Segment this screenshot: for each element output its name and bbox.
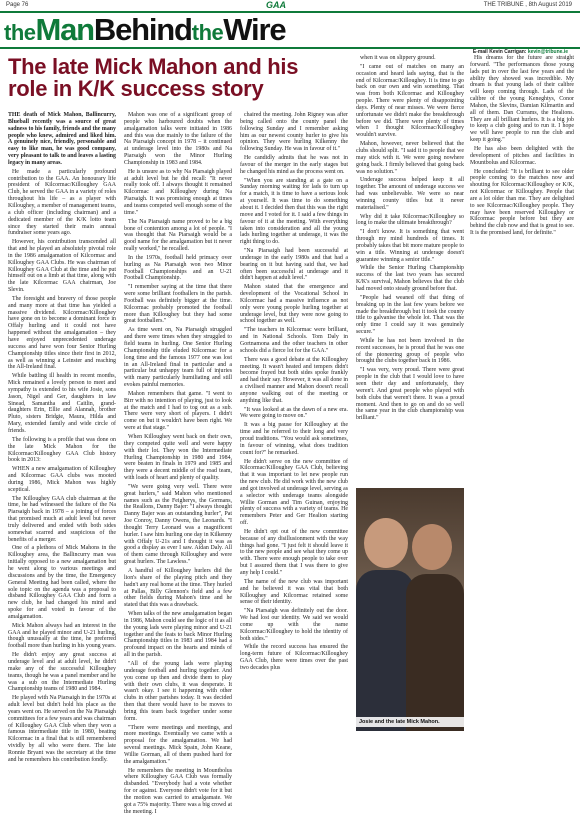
masthead-title: theManBehindtheWire xyxy=(4,12,286,47)
article-paragraph: He played with Na Piarsaigh in the 1970s at adult level but didn't hold his place as the years went on. He served on the Na Piarsaigh committees for a few years and was chairman of Killoughey GAA Club when they won a famous intermediate title in 1980, beating Kilcormac in a final that is still remembered vividly by all who were there. The late Ronnie Bryant was the secretary at the time and he remembers his contribution fondly. xyxy=(8,695,116,763)
article-paragraph: He made a particularly profound contribution to the GAA. An honourary life president of Kilcormac/Killoughey GAA Club, he served the GAA in a variety of roles throughout his life – as a player with Killoughey, a member of management teams, a club officer (including chairman) and a dedicated member of the K/K lotto team since they started their main annual fundraiser some years ago. xyxy=(8,168,116,237)
article-paragraph: "The teachers in Kilcormac were brilliant, and in National Schools. Tom Daly in Gortnamona and the other teachers in other schools did a fierce lot for the GAA." xyxy=(240,327,348,354)
article-paragraph: He candidly admits that he was not in favour of the merger in the early stages but he changed his mind as the process went on. xyxy=(240,155,348,175)
article-paragraph: He is unsure as to why Na Piarsaigh played at adult level but he did recall: "It never really took off. I always thought it remained Kilcormac and Killoughey during Na Piarsaigh. It was promising enough at times and teams competed well enough some of the time." xyxy=(124,168,232,216)
article-paragraph: THE death of Mick Mahon, Ballincurry, Blueball recently was a source of great sadness to his family, friends and the many people who knew, admired and liked him. A genuinely nice, friendly, personable and easy to like man, he was good company, very pleasant to talk to and leaves a lasting legacy in many areas. xyxy=(8,112,116,166)
article-paragraph: One of a plethora of Mick Mahons in the Killoughey area, the Ballincurry man was initially opposed to a new amalgamation but he went along to various meetings and discussions and by the time, the Emergency General Meeting had been called, where the sole topic on the agenda was a proposal to disband Killoughey GAA Club and form a new club, he had changed his mind and spoke for and voted in favour of the amalgamation. xyxy=(8,545,116,620)
publication-date: THE TRIBUNE , 8th August 2019 xyxy=(483,2,572,8)
article-paragraph: There was a good debate at the Killoughey meeting. It wasn't heated and tempers didn't become frayed but both sides spoke frankly and had their say. However, it was all done in a civilised manner and Mahon doesn't recall anyone walking out of the meeting or anything like that. xyxy=(240,356,348,404)
article-paragraph: He didn't serve on the new committee of Kilcormac/Killoughey GAA Club, believing that it was important to let new people run the new club. He did work with the new club and got involved at underage level, serving as a selector with underage teams alongside Willie Gorman and Tim Guinan, enjoying plenty of success with a variety of teams. He remembers Peter and Ger Healion starting off. xyxy=(240,458,348,527)
article-paragraph: He didn't enjoy any great success at underage level and at adult level, he didn't make any of the successful Killoughey teams, though he was a panel member and he was a sub on the Intermediate Hurling Championship teams of 1980 and 1984. xyxy=(8,652,116,693)
article-paragraph: "When you are standing at a gate on a Sunday morning waiting for lads to turn up for a match, it is time to have a serious look at yourself. It was time to do something about it. I decided then that this was the right move and I voted for it. I said a few things in favour of it at the meeting. With everything taken into consideration and all the young lads hurling together at underage, it was the right thing to do. xyxy=(240,177,348,246)
page-header xyxy=(0,0,580,10)
article-paragraph: His dreams for the future are straight forward. "The performances those young lads put in over the last few years and the ability they showed was incredible. My dream is that young lads of their calibre will keep coming through. Lads of the calibre of the young Keneghtys, Conor Mahon, the Slevins, Damian Kilmartin and all of them. Dan Currams, the Healions. They are all brilliant hurlers. It is a big job to keep a club going and to run it. I hope we will have people to run the club and keep it going." xyxy=(470,55,574,144)
article-paragraph: "There were meetings and meetings, and more meetings. Eventually we came with a proposal for the amalgamation. We had several meetings. Mick Spain, John Keane, Willie Gorman, all of them pushed hard for the amalgamation." xyxy=(124,724,232,765)
article-paragraph: While the record success has ensured the long-term future of Kilcormac/Killoughey GAA Club, there were times over the past two decades plus xyxy=(240,644,348,671)
article-paragraph: "Na Piarsaigh was definitely out the door. We had lost our identity. We said we would come up with the name Kilcormac/Killoughey to hold the identity of both sides." xyxy=(240,608,348,642)
article-paragraph: chaired the meeting. John Rigney was after being called onto the county panel the following Sunday and I remember asking him as our newest county hurler to give his opinion. They were hurling Kilkenny the following Sunday. He was in favour of it." xyxy=(240,112,348,153)
photo-caption: Josie and the late Mick Mahon. xyxy=(356,717,464,727)
article-column-5 xyxy=(470,55,574,726)
article-column-3 xyxy=(240,112,348,726)
article-paragraph: Mahon stated that the emergence and development of the Vocational School in Kilcormac had a massive influence as not only were young people hurling together at underage level, but they were now going to school together as well. xyxy=(240,284,348,325)
article-paragraph: A handful of Killoughey hurlers did the lion's share of the playing pitch and they hadn't any real home at the time. They hurled at Pallas, Billy Glennon's field and a few other fields during Mahon's time and he stated that this was a drawback. xyxy=(124,568,232,609)
article-paragraph: The Na Piarsaigh name proved to be a big bone of contention among a lot of people. "I was thought that Na Piarsaigh would be a good name for the amalgamation but it never really worked," he recalled. xyxy=(124,218,232,253)
photo-figure-right xyxy=(406,574,464,731)
article-headline: The late Mick Mahon and his role in K/K success story xyxy=(8,54,299,101)
article-paragraph: Underage success helped keep it all together. The amount of underage success we had was unbelievable. We were so near winning county titles but it never materialised." xyxy=(356,177,464,211)
article-paragraph: While the Senior Hurling Championship success of the last two years has secured K/K's survival, Mahon believes that the club had moved onto steady ground before that. xyxy=(356,265,464,292)
section-label: GAA xyxy=(266,0,286,10)
article-paragraph: He didn't opt out of the new committee because of any disillusionment with the way things had gone. "I just felt it should leave it to the new people and see what they come up with. There were enough people to take over but I assured them that I was there to give any help I could." xyxy=(240,528,348,576)
article-photo xyxy=(356,488,464,731)
article-paragraph: When Killoughey went back on their own, they competed quite well and were happy with their lot. They won the Intermediate Hurling Championship in 1980 and 1984, were beaten in finals in 1979 and 1985 and they were a decent middle of the road team, with loads of heart and plenty of quality. xyxy=(124,433,232,482)
article-paragraph: The Killoughey GAA club chairman at the time, he had witnessed the failure of the Na Piarsaigh back in 1978 – a joining of forces that promised much at adult level but never truly delivered and ended with both sides somewhat scarred and suspicious of the benefits of a merger. xyxy=(8,495,116,543)
column-masthead xyxy=(0,11,580,55)
article-paragraph: "We were going very well. There were great hurlers," said Mahon who mentioned names such as the Feigherys, the Gormans, the Reallons, Danny Bajer: "I always thought Danny Bajer was an outstanding hurler", Pat Joe Conroy, Danny Owens, the Leonards. "I thought Terry Leonard was a magnificent hurler. I saw him hurling one day in Kilkenny with Offaly U-21s and I thought it was as good a display as ever I saw. Aidan Daly. All of them came through Killoughey and were great hurlers. The Lawless." xyxy=(124,483,232,566)
article-paragraph: "All of the young lads were playing underage football and hurling together. And you come up then and divide them to play with their own clubs, it was desperate. It wasn't okay. I see it happening with other clubs in other parishes today. It was decided then that there would have to be moves to bring this team back together under some form. xyxy=(124,660,232,722)
article-paragraph: As time went on, Na Piarsaigh struggled and there were times when they struggled to field teams in hurling. One Senior Hurling Championship title eluded Kilcormac for a long time and the famous 1977 one was lost in an All-Ireland final in particular and a particular but unhappy team full of injuries with many particularly humiliating and still evokes painful memories. xyxy=(124,327,232,389)
article-paragraph: "It was looked at as the dawn of a new era. We were going to move on." xyxy=(240,406,348,420)
article-paragraph: It was a big pause for Killoughey at the time and he referred to their long and very proud traditions. "You would ask sometimes, in favour of winning, what does tradition count for?" he remarked. xyxy=(240,422,348,456)
article-paragraph: He has also been delighted with the development of pitches and facilities in Mountbolus and Kilcormac. xyxy=(470,145,574,166)
article-column-2 xyxy=(124,112,232,815)
article-paragraph: While he has not been involved in the recent successes, he is proud that he was one of the pioneering group of people who brought the clubs together back in 1986. xyxy=(356,337,464,365)
article-paragraph: when it was on slippery ground. xyxy=(360,55,436,61)
article-paragraph: He concluded: "It is brilliant to see older people coming to the matches now and shouting for Kilcormac/Killoughey or K/K, not Kilcormac or Killoughey. People that are a lot older than me. They are delighted to see Kilcormac/Killoughey people. They may have been reserved Killoughey or Kilcormac people before but they are behind the club now and that is great to see. It is the promised land, for definite." xyxy=(470,168,574,237)
article-paragraph: He remembers the meeting in Mountbolus where Killoughey GAA Club was formally disbanded. "Everybody had a vote whether for or against. Everyone didn't vote for it but the motion was carried to amalgamate. We got a 75% majority. There was a big crowd at the meeting. I xyxy=(124,767,232,815)
article-paragraph: In the 1970s, football held primacy over hurling as Na Piarsaigh won two Minor Football Championships and an U-21 Football Championship. xyxy=(124,254,232,282)
article-paragraph: While battling ill health in recent months, Mick remained a lovely person to meet and sympathy is extended to his wife Josie, sons Jason, Nigel and Ger, daughters in law Sinead, Samantha and Caitlin, grand-daughters Erin, Ellie and Alannah, brother Pluto, sisters Bridgie, Maura, Hilda and Mary, extended family and wide circle of friends. xyxy=(8,373,116,434)
article-paragraph: "I came out of matches on many an occasion and heard lads saying, that is the end of Kilcormac/Killoughey. It is time to go back on our own and win something. That was from both Kilcormac and Killoughey people. There were plenty of disappointing days. Plenty of near misses. We were fierce unfortunate we didn't make the breakthrough before we did. There were plenty of times when I thought Kilcormac/Killoughey wouldn't survive. xyxy=(356,63,464,139)
article-column-4 xyxy=(356,55,464,485)
article-paragraph: WHEN a new amalgamation of Killoughey and Kilcormac GAA clubs was mooted during 1986, Mick Mahon was highly sceptical. xyxy=(8,466,116,493)
article-paragraph: Mahon was one of a significant group of people who harboured doubts when the amalgamation talks were initiated in 1986 and this was due mainly to the failure of the Na Piarsaigh concept in 1978 – it continued at underage level into the 1980s and Na Piarsaigh won the Minor Hurling Championship in 1983 and 1984. xyxy=(124,112,232,166)
article-paragraph: The name of the new club was important and he believed it was vital that both Killoughey and Kilcormac retained some sense of their identity. xyxy=(240,578,348,606)
article-paragraph: "People had weaned off that thing of breaking up in the last few years before we made the breakthrough but it took the county title to galvanise the whole lot. That was the only time I could say it was genuinely secure." xyxy=(356,294,464,336)
article-paragraph: Mahon remembers that game. "I went to Birr with no intention of playing, just to look at the match and I had to tog out as a sub. There were very short of players. I didn't come on but it wouldn't have been right. We were at that stage." xyxy=(124,390,232,432)
article-paragraph: "I remember saying at the time that there were some brilliant footballers in the parish. Football was definitely bigger at the time. Kilcormac probably promoted the football more than Killoughey but they had some great footballers." xyxy=(124,284,232,325)
article-paragraph: Why did it take Kilcormac/Killoughey so long to make the ultimate breakthrough? xyxy=(356,213,464,227)
page-number: Page 76 xyxy=(6,2,29,8)
article-paragraph: When talks of the new amalgamation began in 1986, Mahon could see the logic of it as all the young lads were playing minor and U-21 together and the feats to back Minor Hurling Championship titles in 1983 and 1984 had a profound impact on the hearts and minds of all in the parish. xyxy=(124,611,232,659)
article-paragraph: The foresight and bravery of those people and many more at that time has yielded a massive dividend. Kilcormac/Killoughey have gone on to become a dominant force in Offaly hurling and it could not have happened without the amalgamation – they have enjoyed unprecedented underage success and have won four Senior Hurling Championship titles since their first in 2012, as well as winning a Leinster and reaching the All-Ireland final. xyxy=(8,295,116,371)
article-paragraph: "Na Piarsaigh had been successful at underage in the early 1980s and that had a bearing on it but having said that, we had often been successful at underage and it didn't happen at adult level." xyxy=(240,248,348,282)
article-paragraph: The following is a profile that was done on the late Mick Mahon for the Kilcormac/Killoughey GAA Club history book in 2013: xyxy=(8,436,116,464)
article-paragraph: "I was very, very proud. There were great people in the club that I would love to have seen their day and unfortunately, they weren't. And great people who played with both clubs that weren't there. It was a proud moment. And then to go on and do so well the same year in the club championship was brilliant." xyxy=(356,367,464,422)
photo-face-right xyxy=(412,524,452,570)
article-paragraph: "I don't know. It is something that went through my mind hundreds of times. It probably takes that bit more mature people to win a title. Winning at underage doesn't guarantee winning a senior title." xyxy=(356,229,464,263)
article-paragraph: Mick Mahon always had an interest in the GAA and he played minor and U-21 hurling, though unusually at the time, he preferred football more than hurling in his young years. xyxy=(8,622,116,650)
article-paragraph: Mahon, however, never believed that the clubs should split. "I said it to people that we may stick with it. We were going nowhere going back. I firmly believed that going back was no solution." xyxy=(356,141,464,175)
author-email[interactable]: E-mail Kevin Carrigan: kevin@tribune.ie xyxy=(472,49,568,55)
article-column-1 xyxy=(8,112,116,763)
article-paragraph: However, his contribution transcended all that and he played an absolutely pivotal role in the 1986 amalgamation of Kilcormac and Killoughey GAA Clubs. He was chairman of Killoughey GAA Club at the time and he put himself out on a limb at that time, along with the late Kilcormac GAA chairman, Joe Slevin. xyxy=(8,239,116,294)
photo-face-left xyxy=(364,518,408,568)
